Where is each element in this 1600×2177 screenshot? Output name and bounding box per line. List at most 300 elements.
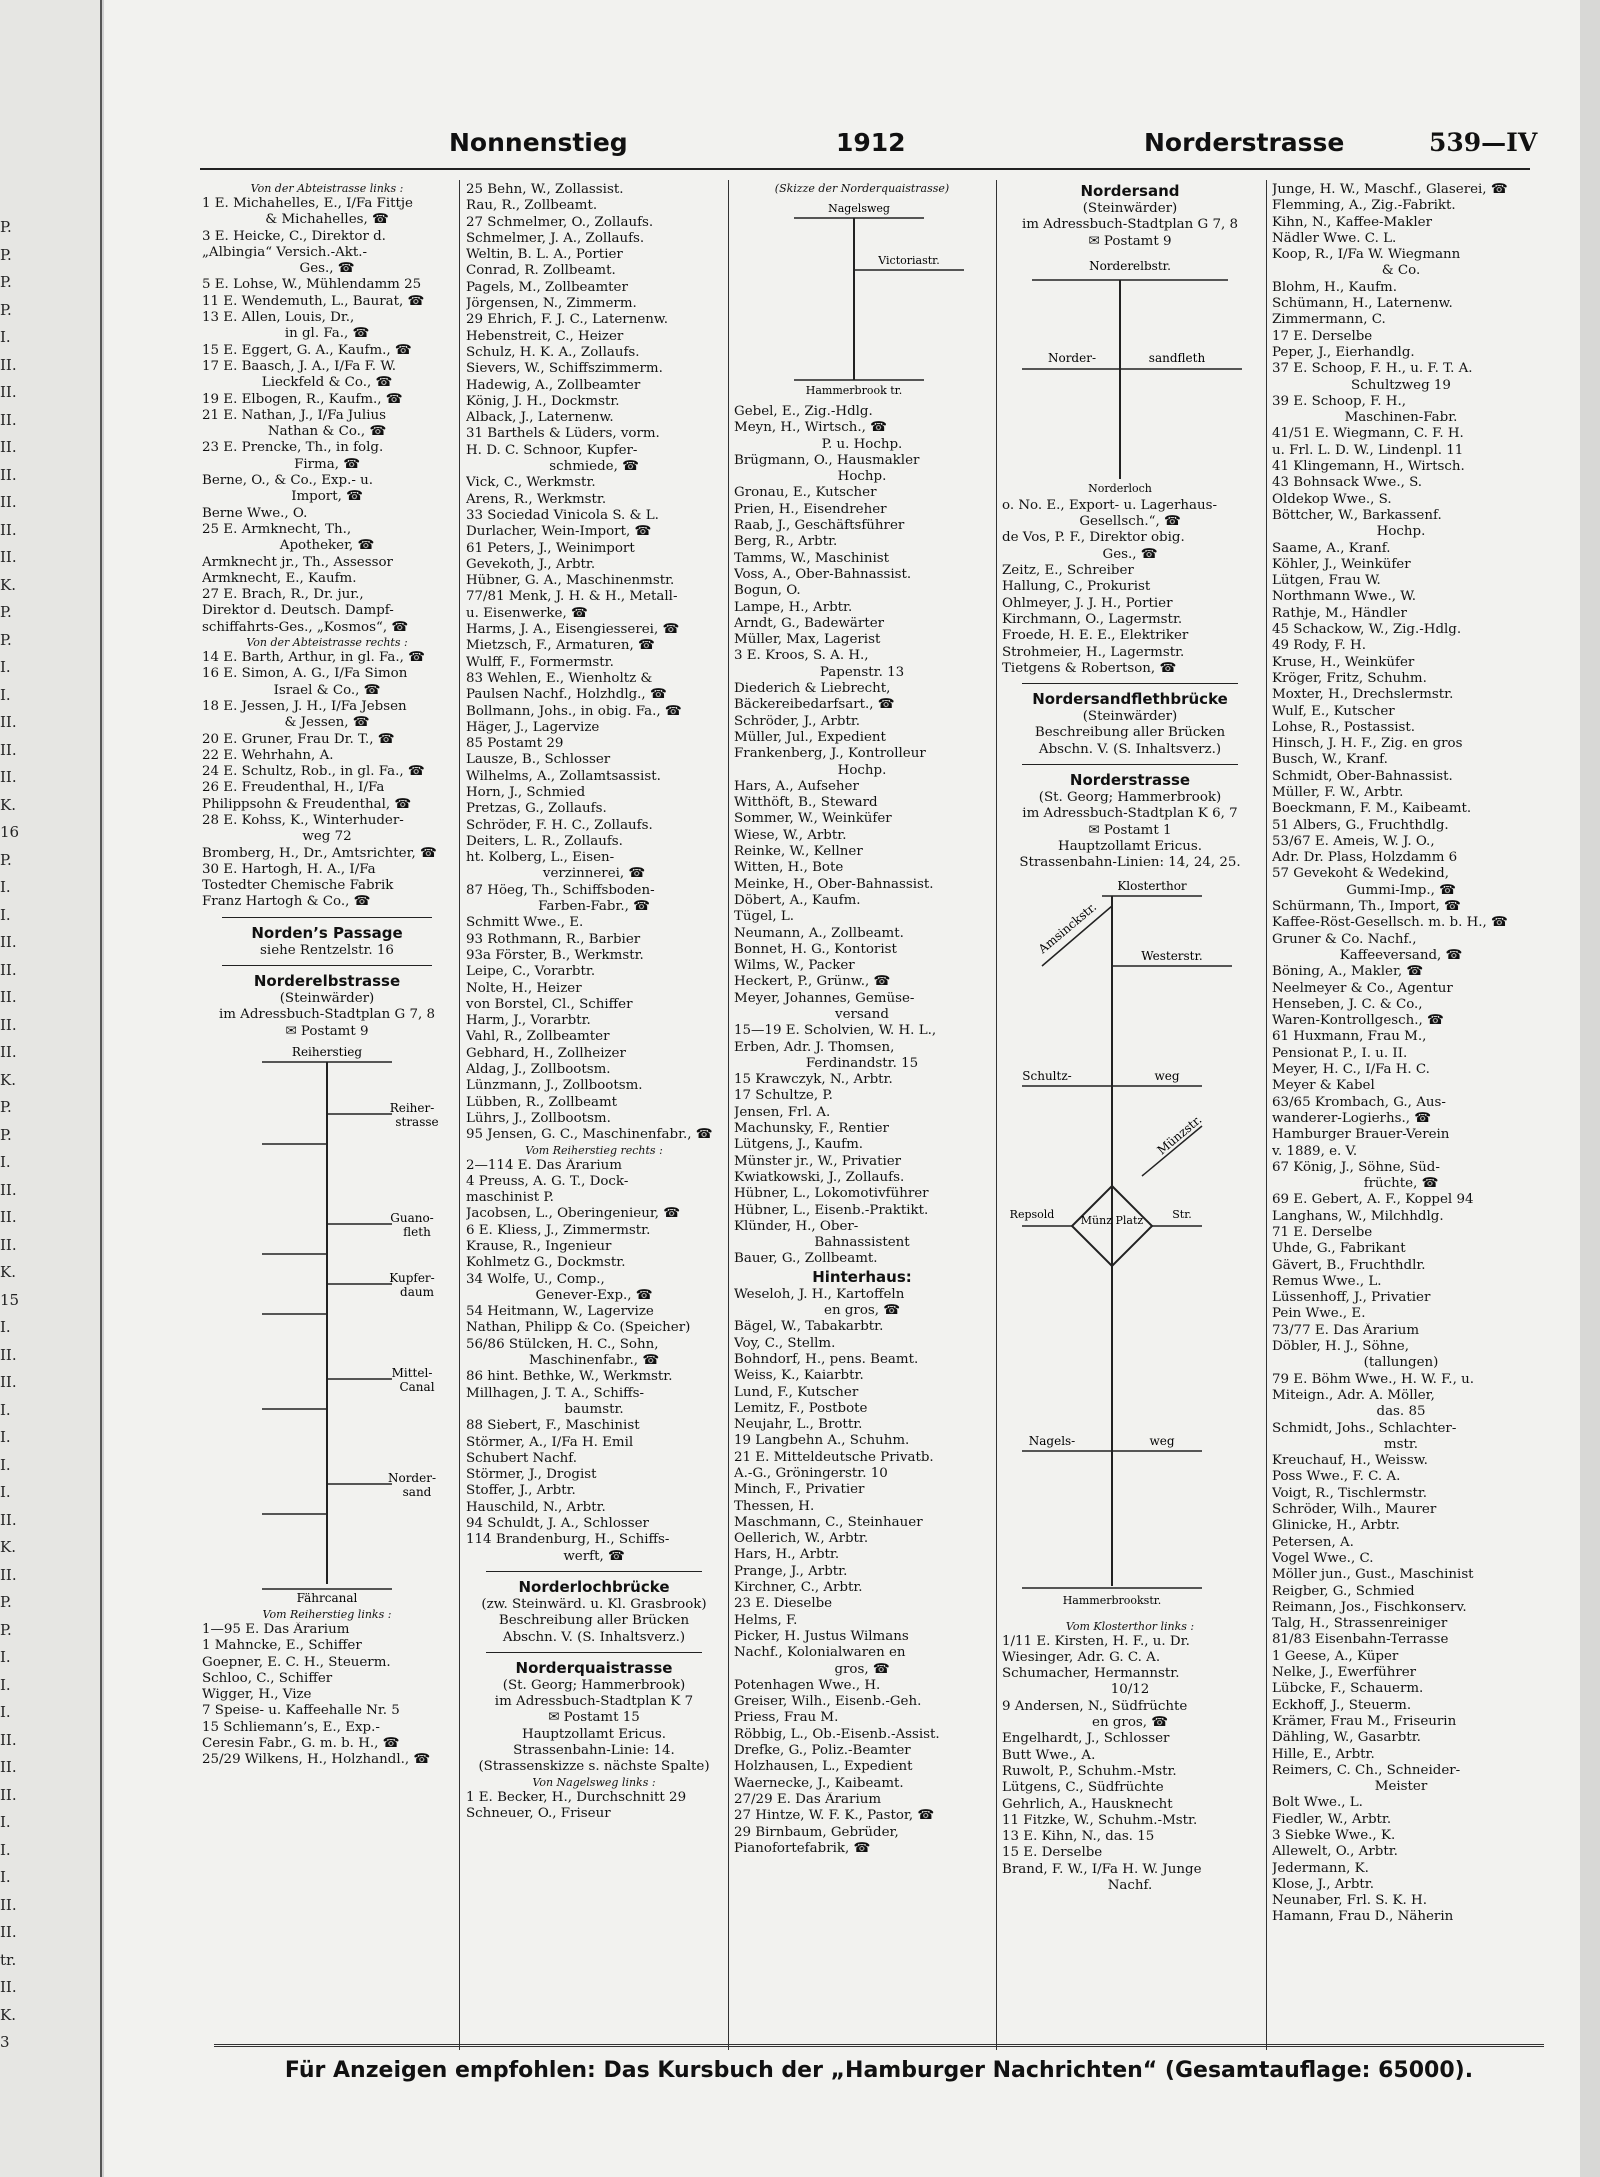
- directory-entry: Poss Wwe., F. C. A.: [1272, 1469, 1401, 1485]
- directory-entry: Schürmann, Th., Import, ☎: [1272, 899, 1461, 915]
- directory-entry: Lübben, R., Zollbeamt: [466, 1094, 618, 1110]
- section-heading: Norderelbstrasse: [253, 972, 401, 991]
- directory-entry: schiffahrts-Ges., „Kosmos“, ☎: [202, 619, 409, 635]
- directory-entry: 25 E. Armknecht, Th.,: [202, 521, 352, 537]
- map-label: Klosterthor: [1117, 878, 1187, 893]
- directory-entry: Brügmann, O., Hausmakler: [734, 452, 920, 468]
- directory-entry: Döbert, A., Kaufm.: [734, 892, 861, 908]
- margin-fragment: P.: [0, 218, 12, 236]
- directory-entry: Erben, Adr. J. Thomsen,: [734, 1039, 895, 1055]
- directory-entry: Wiesinger, Adr. G. C. A.: [1002, 1649, 1161, 1665]
- directory-entry: o. No. E., Export- u. Lagerhaus-: [1002, 497, 1218, 513]
- directory-entry: Lampe, H., Arbtr.: [734, 599, 853, 615]
- directory-entry: Nathan, Philipp & Co. (Speicher): [466, 1320, 691, 1336]
- directory-entry: Saame, A., Kranf.: [1272, 540, 1391, 556]
- directory-entry: (tallungen): [1363, 1355, 1439, 1371]
- section-heading: Norderlochbrücke: [518, 1577, 670, 1596]
- side-note: Vom Reiherstieg rechts :: [525, 1143, 663, 1157]
- column-divider: [728, 180, 729, 2050]
- directory-entry: Schubert Nachf.: [466, 1450, 578, 1466]
- directory-entry: 3 E. Heicke, C., Direktor d.: [202, 228, 386, 244]
- map-label: Westerstr.: [1141, 948, 1203, 963]
- directory-entry: Nachf.: [1107, 1877, 1153, 1893]
- directory-entry: im Adressbuch-Stadtplan K 7: [494, 1694, 694, 1710]
- directory-entry: Schloo, C., Schiffer: [202, 1670, 333, 1686]
- directory-entry: Lausze, B., Schlosser: [466, 752, 611, 768]
- directory-entry: 85 Postamt 29: [466, 736, 564, 752]
- directory-entry: Lüssenhoff, J., Privatier: [1272, 1290, 1431, 1306]
- directory-entry: Zeitz, E., Schreiber: [1002, 563, 1134, 579]
- margin-fragment: I.: [0, 1483, 11, 1501]
- margin-fragment: I.: [0, 1703, 11, 1721]
- directory-entry: Nathan & Co., ☎: [267, 424, 387, 440]
- directory-entry: Kwiatkowski, J., Zollaufs.: [734, 1169, 905, 1185]
- section-rule: [1022, 683, 1238, 684]
- directory-entry: 10/12: [1110, 1682, 1150, 1698]
- margin-fragment: II.: [0, 740, 17, 759]
- directory-entry: Raab, J., Geschäftsführer: [734, 518, 905, 534]
- directory-entry: 61 Peters, J., Weinimport: [466, 540, 635, 556]
- map-label: Victoriastr.: [878, 254, 940, 267]
- directory-entry: Hauschild, N., Arbtr.: [466, 1499, 606, 1515]
- directory-entry: „Albingia“ Versich.-Akt.-: [202, 244, 368, 260]
- directory-entry: Störmer, J., Drogist: [466, 1467, 597, 1483]
- directory-entry: ✉ Postamt 9: [1088, 233, 1172, 249]
- directory-entry: Reigber, G., Schmied: [1272, 1583, 1415, 1599]
- directory-entry: Adr. Dr. Plass, Holzdamm 6: [1272, 850, 1458, 866]
- page-header: [104, 128, 1584, 168]
- directory-entry: 1—95 E. Das Ärarium: [202, 1621, 350, 1637]
- map-label: Schultz-: [1022, 1068, 1072, 1083]
- directory-entry: Langhans, W., Milchhdlg.: [1272, 1208, 1444, 1224]
- directory-entry: im Adressbuch-Stadtplan G 7, 8: [1021, 217, 1239, 233]
- directory-entry: Farben-Fabr., ☎: [538, 899, 650, 915]
- margin-fragment: II.: [0, 988, 17, 1006]
- directory-entry: Paulsen Nachf., Holzhdlg., ☎: [466, 687, 667, 703]
- directory-entry: 30 E. Hartogh, H. A., I/Fa: [202, 861, 376, 877]
- directory-entry: Bromberg, H., Dr., Amtsrichter, ☎: [202, 845, 437, 861]
- map-label: Amsinckstr.: [1035, 899, 1100, 956]
- section-rule: [222, 917, 432, 918]
- directory-entry: Ceresin Fabr., G. m. b. H., ☎: [202, 1736, 400, 1752]
- directory-entry: Hamann, Frau D., Näherin: [1272, 1909, 1454, 1925]
- column-divider: [1266, 180, 1267, 2050]
- directory-entry: 29 Birnbaum, Gebrüder,: [734, 1824, 899, 1840]
- directory-entry: 61 Huxmann, Frau M.,: [1272, 1029, 1427, 1045]
- map-label: Nagels-: [1028, 1433, 1076, 1448]
- directory-entry: (zw. Steinwärd. u. Kl. Grasbrook): [481, 1596, 707, 1612]
- directory-entry: maschinist P.: [466, 1190, 554, 1206]
- margin-fragment: 3: [0, 2033, 10, 2051]
- directory-entry: 114 Brandenburg, H., Schiffs-: [466, 1532, 670, 1548]
- directory-entry: Hochp.: [1376, 524, 1426, 540]
- directory-entry: 41 Klingemann, H., Wirtsch.: [1272, 459, 1465, 475]
- directory-entry: v. 1889, e. V.: [1272, 1143, 1358, 1159]
- street-sketch-map3: [1002, 254, 1258, 494]
- directory-entry: Franz Hartogh & Co., ☎: [202, 894, 371, 910]
- margin-fragment: I.: [0, 1648, 11, 1666]
- directory-entry: Helms, F.: [734, 1612, 798, 1628]
- directory-entry: u. Frl. L. D. W., Lindenpl. 11: [1272, 442, 1464, 458]
- directory-entry: Flemming, A., Zig.-Fabrikt.: [1272, 198, 1456, 214]
- directory-entry: 29 Ehrich, F. J. C., Laternenw.: [466, 312, 668, 328]
- directory-entry: Hadewig, A., Zollbeamter: [466, 377, 641, 393]
- margin-fragment: II.: [0, 493, 17, 511]
- margin-fragment: P.: [0, 1620, 12, 1639]
- directory-entry: 73/77 E. Das Ärarium: [1272, 1322, 1420, 1338]
- directory-entry: Kirchner, C., Arbtr.: [734, 1580, 863, 1596]
- directory-entry: Arndt, G., Badewärter: [734, 615, 885, 631]
- directory-entry: Lütgen, Frau W.: [1272, 573, 1381, 589]
- margin-fragment: P.: [0, 273, 12, 291]
- directory-entry: Maschinen-Fabr.: [1344, 410, 1458, 426]
- directory-entry: Prange, J., Arbtr.: [734, 1563, 848, 1579]
- directory-entry: Tamms, W., Maschinist: [734, 550, 889, 566]
- directory-entry: Witten, H., Bote: [734, 860, 844, 876]
- directory-entry: Harm, J., Vorarbtr.: [466, 1013, 591, 1029]
- directory-entry: (Steinwärder): [1082, 709, 1178, 725]
- directory-entry: Abschn. V. (S. Inhaltsverz.): [1038, 741, 1222, 757]
- directory-entry: Hallung, C., Prokurist: [1002, 579, 1151, 595]
- side-note: Von der Abteistrasse rechts :: [246, 636, 408, 650]
- column-4: [1002, 182, 1258, 2042]
- directory-entry: Weltin, B. L. A., Portier: [466, 247, 623, 263]
- directory-entry: (St. Georg; Hammerbrook): [1038, 790, 1222, 806]
- directory-entry: 34 Wolfe, U., Comp.,: [466, 1271, 605, 1287]
- directory-entry: Aldag, J., Zollbootsm.: [466, 1062, 611, 1078]
- directory-entry: 2—114 E. Das Ärarium: [466, 1157, 622, 1173]
- directory-entry: Kirchmann, O., Lagermstr.: [1002, 611, 1183, 627]
- directory-entry: 43 Bohnsack Wwe., S.: [1272, 475, 1423, 491]
- directory-entry: Petersen, A.: [1272, 1534, 1354, 1550]
- margin-fragment: K.: [0, 2005, 16, 2024]
- directory-entry: Röbbig, L., Ob.-Eisenb.-Assist.: [734, 1726, 940, 1742]
- directory-entry: Armknecht, E., Kaufm.: [202, 570, 357, 586]
- directory-entry: versand: [835, 1006, 889, 1022]
- directory-entry: 33 Sociedad Vinicola S. & L.: [466, 507, 659, 523]
- directory-entry: Schultzweg 19: [1351, 377, 1451, 393]
- column-2: [466, 182, 722, 2042]
- directory-entry: 15—19 E. Scholvien, W. H. L.,: [734, 1023, 937, 1039]
- margin-fragment: I.: [0, 1868, 11, 1886]
- map-label: Norderloch: [1088, 481, 1152, 494]
- directory-entry: 93 Rothmann, R., Barbier: [466, 931, 641, 947]
- directory-entry: Strassenbahn-Linien: 14, 24, 25.: [1019, 855, 1241, 871]
- directory-entry: Lund, F., Kutscher: [734, 1384, 859, 1400]
- margin-fragment: K.: [0, 795, 16, 814]
- directory-entry: Froede, H. E. E., Elektriker: [1002, 628, 1189, 644]
- directory-entry: (St. Georg; Hammerbrook): [502, 1677, 686, 1693]
- directory-entry: Machunsky, F., Rentier: [734, 1121, 889, 1137]
- margin-fragment: I.: [0, 1455, 11, 1474]
- map-label: Guano-: [390, 1210, 434, 1225]
- directory-entry: 56/86 Stülcken, H. C., Sohn,: [466, 1336, 659, 1352]
- margin-fragment: I.: [0, 658, 11, 676]
- directory-entry: 86 hint. Bethke, W., Werkmstr.: [466, 1369, 673, 1385]
- margin-fragment: I.: [0, 1428, 11, 1446]
- directory-entry: ht. Kolberg, L., Eisen-: [466, 850, 615, 866]
- directory-entry: Neumann, A., Zollbeamt.: [734, 925, 904, 941]
- directory-entry: Vahl, R., Zollbeamter: [466, 1029, 610, 1045]
- directory-entry: schmiede, ☎: [549, 459, 639, 475]
- directory-entry: Greiser, Wilh., Eisenb.-Geh.: [734, 1694, 922, 1710]
- section-rule: [1022, 764, 1238, 765]
- margin-fragment: I.: [0, 1153, 11, 1171]
- directory-entry: 15 E. Eggert, G. A., Kaufm., ☎: [202, 342, 412, 358]
- directory-entry: Lemitz, F., Postbote: [734, 1400, 868, 1416]
- street-sketch-map4: [1002, 876, 1258, 1616]
- side-note: Vom Klosterthor links :: [1065, 1619, 1195, 1633]
- map-label: Münzstr.: [1154, 1111, 1205, 1157]
- directory-entry: siehe Rentzelstr. 16: [260, 942, 394, 958]
- directory-entry: 83 Wehlen, E., Wienholtz &: [466, 670, 653, 686]
- margin-fragment: II.: [0, 520, 17, 539]
- directory-entry: Bonnet, H. G., Kontorist: [734, 941, 897, 957]
- directory-entry: 88 Siebert, F., Maschinist: [466, 1418, 640, 1434]
- directory-entry: Waernecke, J., Kaibeamt.: [734, 1775, 904, 1791]
- directory-entry: Neunaber, Frl. S. K. H.: [1272, 1893, 1427, 1909]
- directory-entry: Beschreibung aller Brücken: [498, 1613, 690, 1629]
- directory-entry: Eckhoff, J., Steuerm.: [1272, 1697, 1412, 1713]
- header-center-street: Norderstrasse: [1144, 128, 1345, 157]
- directory-entry: Abschn. V. (S. Inhaltsverz.): [502, 1629, 686, 1645]
- directory-entry: Müller, F. W., Arbtr.: [1272, 784, 1404, 800]
- directory-entry: Hille, E., Arbtr.: [1272, 1746, 1375, 1762]
- section-heading: Nordersandflethbrücke: [1032, 690, 1228, 709]
- directory-entry: Northmann Wwe., W.: [1272, 589, 1416, 605]
- directory-entry: 57 Gevekoht & Wedekind,: [1272, 866, 1449, 882]
- margin-fragment: P.: [0, 850, 12, 869]
- directory-entry: Hinsch, J. H. F., Zig. en gros: [1272, 736, 1463, 752]
- margin-fragment: I.: [0, 1400, 11, 1419]
- directory-entry: 63/65 Krombach, G., Aus-: [1272, 1094, 1446, 1110]
- directory-entry: Beschreibung aller Brücken: [1034, 725, 1226, 741]
- directory-entry: Hübner, L., Eisenb.-Praktikt.: [734, 1202, 929, 1218]
- directory-entry: Gebel, E., Zig.-Hdlg.: [734, 404, 873, 419]
- directory-entry: 20 E. Gruner, Frau Dr. T., ☎: [202, 731, 395, 747]
- directory-entry: Dähling, W., Gasarbtr.: [1272, 1730, 1421, 1746]
- directory-entry: Remus Wwe., L.: [1272, 1273, 1382, 1289]
- map-label: strasse: [395, 1114, 439, 1129]
- directory-entry: 1 Mahncke, E., Schiffer: [202, 1638, 362, 1654]
- directory-entry: 23 E. Dieselbe: [734, 1596, 833, 1612]
- margin-fragment: I.: [0, 1318, 11, 1336]
- directory-entry: 7 Speise- u. Kaffeehalle Nr. 5: [202, 1703, 400, 1719]
- directory-entry: Jacobsen, L., Oberingenieur, ☎: [466, 1206, 680, 1222]
- directory-entry: (Steinwärder): [279, 991, 375, 1007]
- directory-entry: 25/29 Wilkens, H., Holzhandl., ☎: [202, 1752, 431, 1768]
- directory-entry: 21 E. Nathan, J., I/Fa Julius: [202, 407, 386, 423]
- map-label: sand: [402, 1484, 432, 1499]
- directory-entry: Fiedler, W., Arbtr.: [1272, 1811, 1392, 1827]
- directory-entry: Hars, A., Aufseher: [734, 778, 859, 794]
- directory-entry: Tietgens & Robertson, ☎: [1002, 660, 1177, 676]
- margin-fragment: II.: [0, 1373, 17, 1391]
- directory-entry: Gävert, B., Fruchthdlr.: [1272, 1257, 1426, 1273]
- map-label: daum: [400, 1284, 434, 1299]
- directory-entry: Hebenstreit, C., Heizer: [466, 328, 624, 344]
- section-heading: Norden’s Passage: [251, 923, 403, 942]
- map-label: Canal: [399, 1379, 435, 1394]
- directory-entry: Pein Wwe., E.: [1272, 1306, 1366, 1322]
- directory-entry: Schneuer, O., Friseur: [466, 1805, 611, 1821]
- directory-entry: Wiese, W., Arbtr.: [734, 827, 847, 843]
- directory-entry: Kaffeeversand, ☎: [1339, 947, 1463, 963]
- margin-fragment: I.: [0, 905, 11, 924]
- map-label: Hammerbrook tr.: [805, 384, 903, 397]
- directory-entry: Tostedter Chemische Fabrik: [202, 878, 394, 894]
- directory-entry: 19 Langbehn A., Schuhm.: [734, 1433, 910, 1449]
- margin-fragment: K.: [0, 1263, 16, 1281]
- directory-entry: Müller, Jul., Expedient: [734, 729, 886, 745]
- directory-entry: Nelke, J., Ewerführer: [1272, 1665, 1417, 1681]
- directory-entry: Jörgensen, N., Zimmerm.: [466, 296, 637, 312]
- directory-entry: Butt Wwe., A.: [1002, 1747, 1096, 1763]
- directory-entry: Apotheker, ☎: [279, 538, 375, 554]
- directory-entry: Hamburger Brauer-Verein: [1272, 1127, 1450, 1143]
- map-label: Norder-: [1047, 350, 1097, 365]
- directory-entry: gros, ☎: [834, 1661, 890, 1677]
- directory-entry: Gesellsch.“, ☎: [1079, 514, 1181, 530]
- directory-entry: Wilms, W., Packer: [734, 958, 855, 974]
- directory-entry: Meyer, H. C., I/Fa H. C.: [1272, 1062, 1430, 1078]
- directory-entry: 3 E. Kroos, S. A. H.,: [734, 648, 869, 664]
- directory-entry: Schmidt, Ober-Bahnassist.: [1272, 768, 1453, 784]
- directory-entry: Ges., ☎: [1102, 546, 1158, 562]
- directory-entry: en gros, ☎: [1092, 1715, 1168, 1731]
- directory-entry: Nolte, H., Heizer: [466, 980, 582, 996]
- directory-entry: Strohmeier, H., Lagermstr.: [1002, 644, 1185, 660]
- directory-entry: Firma, ☎: [294, 456, 360, 472]
- advertisement-footer: Für Anzeigen empfohlen: Das Kursbuch der „Hamburger Nachrichten“ (Gesamtauflage: 65000).: [214, 2044, 1544, 2089]
- directory-entry: Durlacher, Wein-Import, ☎: [466, 524, 652, 540]
- directory-entry: 1 E. Michahelles, E., I/Fa Fittje: [202, 196, 413, 211]
- directory-entry: Lütgens, C., Südfrüchte: [1002, 1780, 1164, 1796]
- column-3: [734, 182, 990, 2042]
- directory-entry: Klünder, H., Ober-: [734, 1218, 859, 1234]
- directory-entry: Krämer, Frau M., Friseurin: [1272, 1713, 1457, 1729]
- directory-entry: Böttcher, W., Barkassenf.: [1272, 507, 1442, 523]
- directory-entry: Hauptzollamt Ericus.: [522, 1726, 666, 1742]
- directory-entry: Tügel, L.: [734, 909, 794, 925]
- directory-entry: Klose, J., Arbtr.: [1272, 1876, 1374, 1892]
- directory-entry: Sommer, W., Weinküfer: [734, 811, 892, 827]
- directory-entry: Reinke, W., Kellner: [734, 844, 863, 860]
- directory-entry: Kaffee-Röst-Gesellsch. m. b. H., ☎: [1272, 915, 1508, 931]
- directory-entry: Pensionat P., I. u. II.: [1272, 1045, 1408, 1061]
- directory-entry: im Adressbuch-Stadtplan K 6, 7: [1022, 806, 1238, 822]
- directory-entry: A.-G., Gröningerstr. 10: [734, 1466, 888, 1481]
- margin-fragment: I.: [0, 1840, 11, 1859]
- directory-entry: & Jessen, ☎: [284, 715, 370, 731]
- section-heading: Norderstrasse: [1069, 771, 1191, 790]
- column-5: [1272, 182, 1530, 2042]
- margin-fragment: K.: [0, 1070, 16, 1089]
- directory-entry: Philippsohn & Freudenthal, ☎: [202, 796, 412, 812]
- directory-entry: Nädler Wwe. C. L.: [1272, 230, 1397, 246]
- directory-entry: Bägel, W., Tabakarbtr.: [734, 1319, 884, 1335]
- directory-entry: Oellerich, W., Arbtr.: [734, 1531, 869, 1547]
- directory-entry: 15 Schliemann’s, E., Exp.-: [202, 1719, 380, 1735]
- margin-fragment: II.: [0, 713, 17, 731]
- margin-fragment: II.: [0, 1730, 17, 1749]
- map-label: Norderelbstr.: [1089, 258, 1171, 273]
- margin-fragment: P.: [0, 1593, 12, 1611]
- directory-entry: 95 Jensen, G. C., Maschinenfabr., ☎: [466, 1127, 713, 1143]
- margin-fragment: P.: [0, 1125, 12, 1144]
- directory-entry: Meinke, H., Ober-Bahnassist.: [734, 876, 934, 892]
- side-note: Von Nagelsweg links :: [532, 1775, 656, 1789]
- map-label: Str.: [1172, 1207, 1192, 1221]
- header-rule: [200, 168, 1530, 170]
- column-1: [202, 182, 452, 2042]
- directory-entry: 4 Preuss, A. G. T., Dock-: [466, 1173, 629, 1189]
- map-label: weg: [1154, 1068, 1180, 1083]
- directory-entry: Waren-Kontrollgesch., ☎: [1272, 1013, 1444, 1029]
- directory-entry: 13 E. Kihn, N., das. 15: [1002, 1829, 1155, 1845]
- directory-entry: Alback, J., Laternenw.: [466, 410, 614, 426]
- directory-page: [104, 0, 1584, 2177]
- directory-entry: Wigger, H., Vize: [202, 1687, 312, 1703]
- directory-entry: 27 Schmelmer, O., Zollaufs.: [466, 214, 654, 230]
- directory-entry: Rau, R., Zollbeamt.: [466, 198, 598, 214]
- directory-entry: Lohse, R., Postassist.: [1272, 719, 1416, 735]
- directory-entry: Miteign., Adr. A. Möller,: [1272, 1387, 1435, 1403]
- directory-entry: 79 E. Böhm Wwe., H. W. F., u.: [1272, 1371, 1474, 1387]
- map-label: Mittel-: [391, 1365, 433, 1380]
- directory-entry: ✉ Postamt 9: [285, 1023, 369, 1039]
- margin-fragment: P.: [0, 300, 12, 319]
- directory-entry: König, J. H., Dockmstr.: [466, 393, 620, 409]
- directory-entry: en gros, ☎: [824, 1303, 900, 1319]
- directory-entry: Conrad, R. Zollbeamt.: [466, 263, 616, 279]
- directory-entry: 69 E. Gebert, A. F., Koppel 94: [1272, 1192, 1474, 1208]
- directory-entry: Pianofortefabrik, ☎: [734, 1840, 871, 1856]
- directory-entry: H. D. C. Schnoor, Kupfer-: [466, 442, 638, 458]
- directory-entry: Zimmermann, C.: [1272, 312, 1386, 328]
- section-heading: Nordersand: [1080, 182, 1180, 200]
- directory-entry: Leipe, C., Vorarbtr.: [466, 964, 596, 980]
- directory-entry: Lübcke, F., Schauerm.: [1272, 1681, 1424, 1697]
- side-note: Vom Reiherstieg links :: [262, 1607, 392, 1621]
- directory-entry: Berg, R., Arbtr.: [734, 534, 838, 550]
- directory-entry: Goepner, E. C. H., Steuerm.: [202, 1654, 391, 1670]
- directory-entry: 41/51 E. Wiegmann, C. F. H.: [1272, 426, 1464, 442]
- directory-entry: Bauer, G., Zollbeamt.: [734, 1251, 878, 1267]
- directory-entry: Hars, H., Arbtr.: [734, 1547, 840, 1563]
- margin-fragment: II.: [0, 1015, 17, 1034]
- directory-entry: Kohlmetz G., Dockmstr.: [466, 1255, 626, 1271]
- directory-entry: Schulz, H. K. A., Zollaufs.: [466, 344, 640, 360]
- directory-entry: Kreuchauf, H., Weissw.: [1272, 1453, 1428, 1469]
- directory-entry: Gruner & Co. Nachf.,: [1272, 931, 1417, 947]
- margin-fragment: P.: [0, 245, 12, 264]
- directory-entry: 3 Siebke Wwe., K.: [1272, 1827, 1396, 1843]
- directory-entry: verzinnerei, ☎: [542, 866, 646, 882]
- directory-entry: Diederich & Liebrecht,: [734, 681, 891, 697]
- directory-entry: Priess, Frau M.: [734, 1710, 839, 1726]
- directory-entry: Nachf., Kolonialwaren en: [734, 1645, 906, 1661]
- directory-entry: 9 Andersen, N., Südfrüchte: [1002, 1698, 1188, 1714]
- directory-entry: Glinicke, H., Arbtr.: [1272, 1518, 1400, 1534]
- directory-entry: Schmelmer, J. A., Zollaufs.: [466, 230, 645, 246]
- directory-entry: 87 Höeg, Th., Schiffsboden-: [466, 882, 655, 898]
- directory-entry: 45 Schackow, W., Zig.-Hdlg.: [1272, 622, 1462, 638]
- directory-entry: 26 E. Freudenthal, H., I/Fa: [202, 780, 385, 796]
- directory-entry: Hochp.: [837, 762, 887, 778]
- directory-entry: Schröder, F. H. C., Zollaufs.: [466, 817, 653, 833]
- directory-entry: Krause, R., Ingenieur: [466, 1239, 612, 1254]
